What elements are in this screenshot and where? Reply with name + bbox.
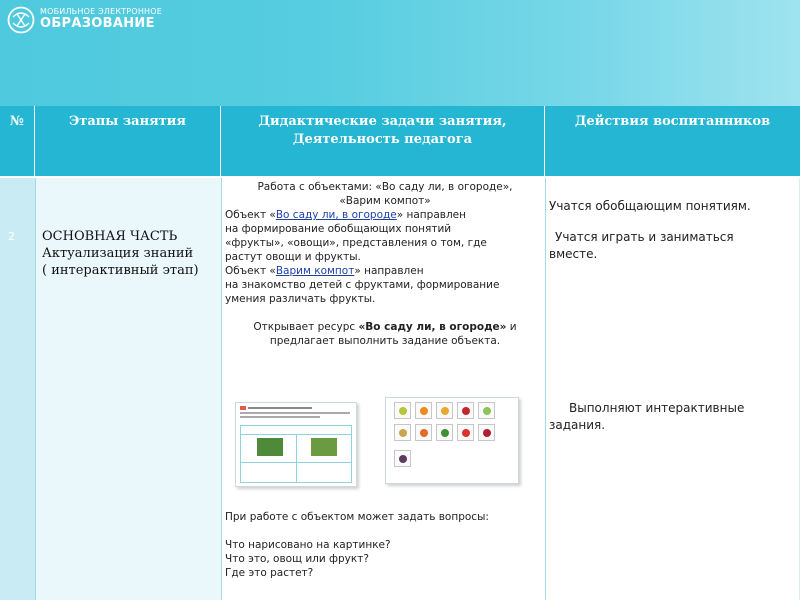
garden-image [257, 438, 283, 456]
row-number: 2 [8, 230, 15, 243]
cell-actions [545, 178, 800, 600]
brand-logo-icon [6, 5, 36, 35]
potato-tile [394, 424, 411, 441]
cell-stage [35, 178, 221, 600]
questions-text: При работе с объектом может задать вопросы: Что нарисовано на картинке? Что это, овощ или фрукт? Где это растет? [225, 511, 489, 579]
brand-title: ОБРАЗОВАНИЕ [40, 16, 155, 31]
cherry-tile [478, 424, 495, 441]
carrot-tile [415, 424, 432, 441]
tasks-text: Работа с объектами: «Во саду ли, в огороде», «Варим компот» Объект «Во саду ли, в огороде» направлен на формирование обобщающих понятий «фрукты», «овощи», представления о том, где растут овощи и фрукты. Объект «Варим компот» направлен на знакомство детей с фруктами, формирование умения различать фрукты. Открывает ресурс «Во саду ли, в огороде» и предлагает выполнить задание объекта. [225, 181, 517, 347]
lesson-table [0, 106, 800, 600]
apricot-tile [436, 402, 453, 419]
vegetable-bed-image [311, 438, 337, 456]
actions-text-1: Учатся обобщающим понятиям. Учатся играть и заниматься вместе. [549, 199, 751, 261]
cell-row-number [0, 178, 35, 600]
cabbage-tile [478, 402, 495, 419]
berries-tile [457, 402, 474, 419]
brand-subtitle: МОБИЛЬНОЕ ЭЛЕКТРОННОЕ [40, 7, 163, 16]
orange-tile [415, 402, 432, 419]
link-vo-sadu[interactable]: Во саду ли, в огороде [275, 209, 397, 221]
header-banner [0, 0, 800, 106]
header-number: № [0, 106, 35, 176]
header-stages: Этапы занятия [35, 106, 221, 176]
tomato-tile [457, 424, 474, 441]
header-actions: Действия воспитанников [545, 106, 800, 176]
plum-tile [394, 450, 411, 467]
pear-tile [394, 402, 411, 419]
cucumber-tile [436, 424, 453, 441]
actions-text-2: Выполняют интерактивные задания. [549, 401, 745, 432]
stage-text: ОСНОВНАЯ ЧАСТЬ Актуализация знаний ( интерактивный этап) [42, 229, 199, 278]
cell-tasks [221, 178, 545, 600]
link-varim-kompot[interactable]: Варим компот [275, 265, 355, 277]
resource-screenshot-fruits [385, 397, 519, 484]
header-tasks: Дидактические задачи занятия, Деятельность педагога [221, 106, 545, 176]
resource-screenshot-garden [235, 402, 357, 487]
